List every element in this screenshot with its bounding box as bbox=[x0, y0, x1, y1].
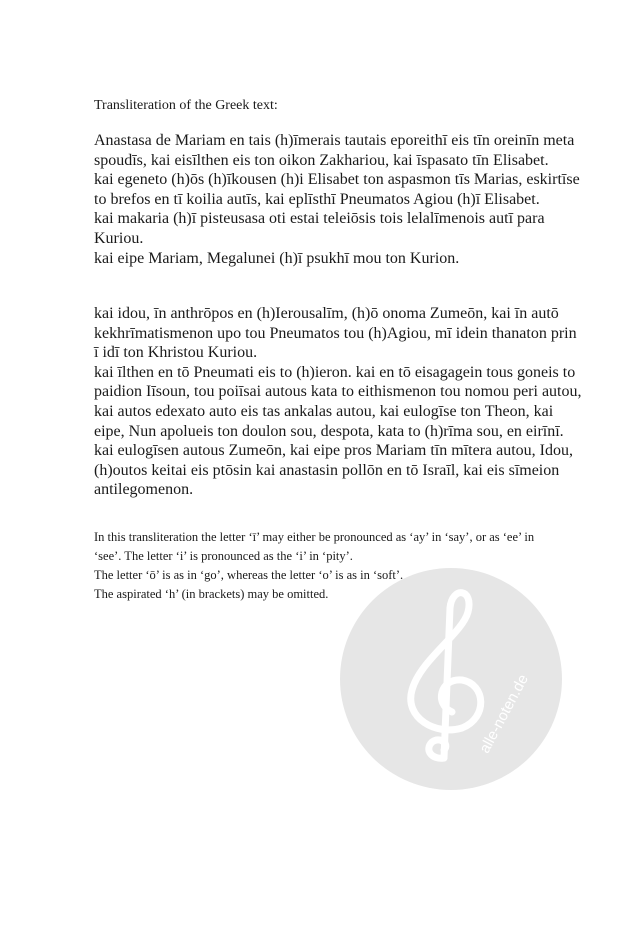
watermark-text: alle-noten.de bbox=[476, 671, 532, 757]
page-heading: Transliteration of the Greek text: bbox=[94, 98, 278, 113]
transliteration-paragraph-2 bbox=[94, 304, 614, 500]
text-line: kai eipe Mariam, Megalunei (h)ī psukhī mou ton Kurion. bbox=[94, 249, 460, 267]
text-line: kai egeneto (h)ōs (h)īkousen (h)i Elisabet ton aspasmon tīs Marias, eskirtīse bbox=[94, 171, 580, 189]
text-line: kai makaria (h)ī pisteusasa oti estai teleiōsis tois lelalīmenois autī para bbox=[94, 210, 545, 228]
text-line: kai eulogīsen autous Zumeōn, kai eipe pros Mariam tīn mītera autou, Idou, bbox=[94, 442, 573, 460]
note-line: ‘see’. The letter ‘i’ is pronounced as the ‘i’ in ‘pity’. bbox=[94, 549, 353, 563]
text-line: paidion Iīsoun, tou poiīsai autous kata to eithismenon tou nomou peri autou, bbox=[94, 383, 582, 401]
text-line: eipe, Nun apolueis ton doulon sou, despota, kata to (h)rīma sou, en eirīnī. bbox=[94, 422, 564, 440]
text-line: kai idou, īn anthrōpos en (h)Ierousalīm, (h)ō onoma Zumeōn, kai īn autō bbox=[94, 305, 559, 322]
text-line: kai autos edexato auto eis tas ankalas autou, kai eulogīse ton Theon, kai bbox=[94, 402, 554, 420]
text-line: ī idī ton Khristou Kuriou. bbox=[94, 344, 258, 362]
text-line: antilegomenon. bbox=[94, 481, 194, 499]
text-line: Kuriou. bbox=[94, 229, 144, 247]
text-line: spoudīs, kai eisīlthen eis ton oikon Zakhariou, kai īspasato tīn Elisabet. bbox=[94, 151, 549, 169]
transliteration-paragraph-1 bbox=[94, 131, 614, 268]
text-line: kai īlthen en tō Pneumati eis to (h)ieron. kai en tō eisagagein tous goneis to bbox=[94, 363, 576, 381]
text-line: to brefos en tī koilia autīs, kai eplīsthī Pneumatos Agiou (h)ī Elisabet. bbox=[94, 190, 540, 208]
note-line: The aspirated ‘h’ (in brackets) may be omitted. bbox=[94, 587, 329, 601]
text-line: kekhrīmatismenon upo tou Pneumatos tou (h)Agiou, mī idein thanaton prin bbox=[94, 324, 577, 342]
text-line: Anastasa de Mariam en tais (h)īmerais tautais eporeithī eis tīn oreinīn meta bbox=[94, 132, 575, 149]
note-line: In this transliteration the letter ‘ī’ may either be pronounced as ‘ay’ in ‘say’, or as ‘ee’ in bbox=[94, 530, 535, 544]
note-line: The letter ‘ō’ is as in ‘go’, whereas the letter ‘o’ is as in ‘soft’. bbox=[94, 568, 404, 582]
text-line: (h)outos keitai eis ptōsin kai anastasin pollōn en tō Israīl, kai eis sīmeion bbox=[94, 461, 560, 479]
watermark-logo bbox=[340, 568, 562, 790]
